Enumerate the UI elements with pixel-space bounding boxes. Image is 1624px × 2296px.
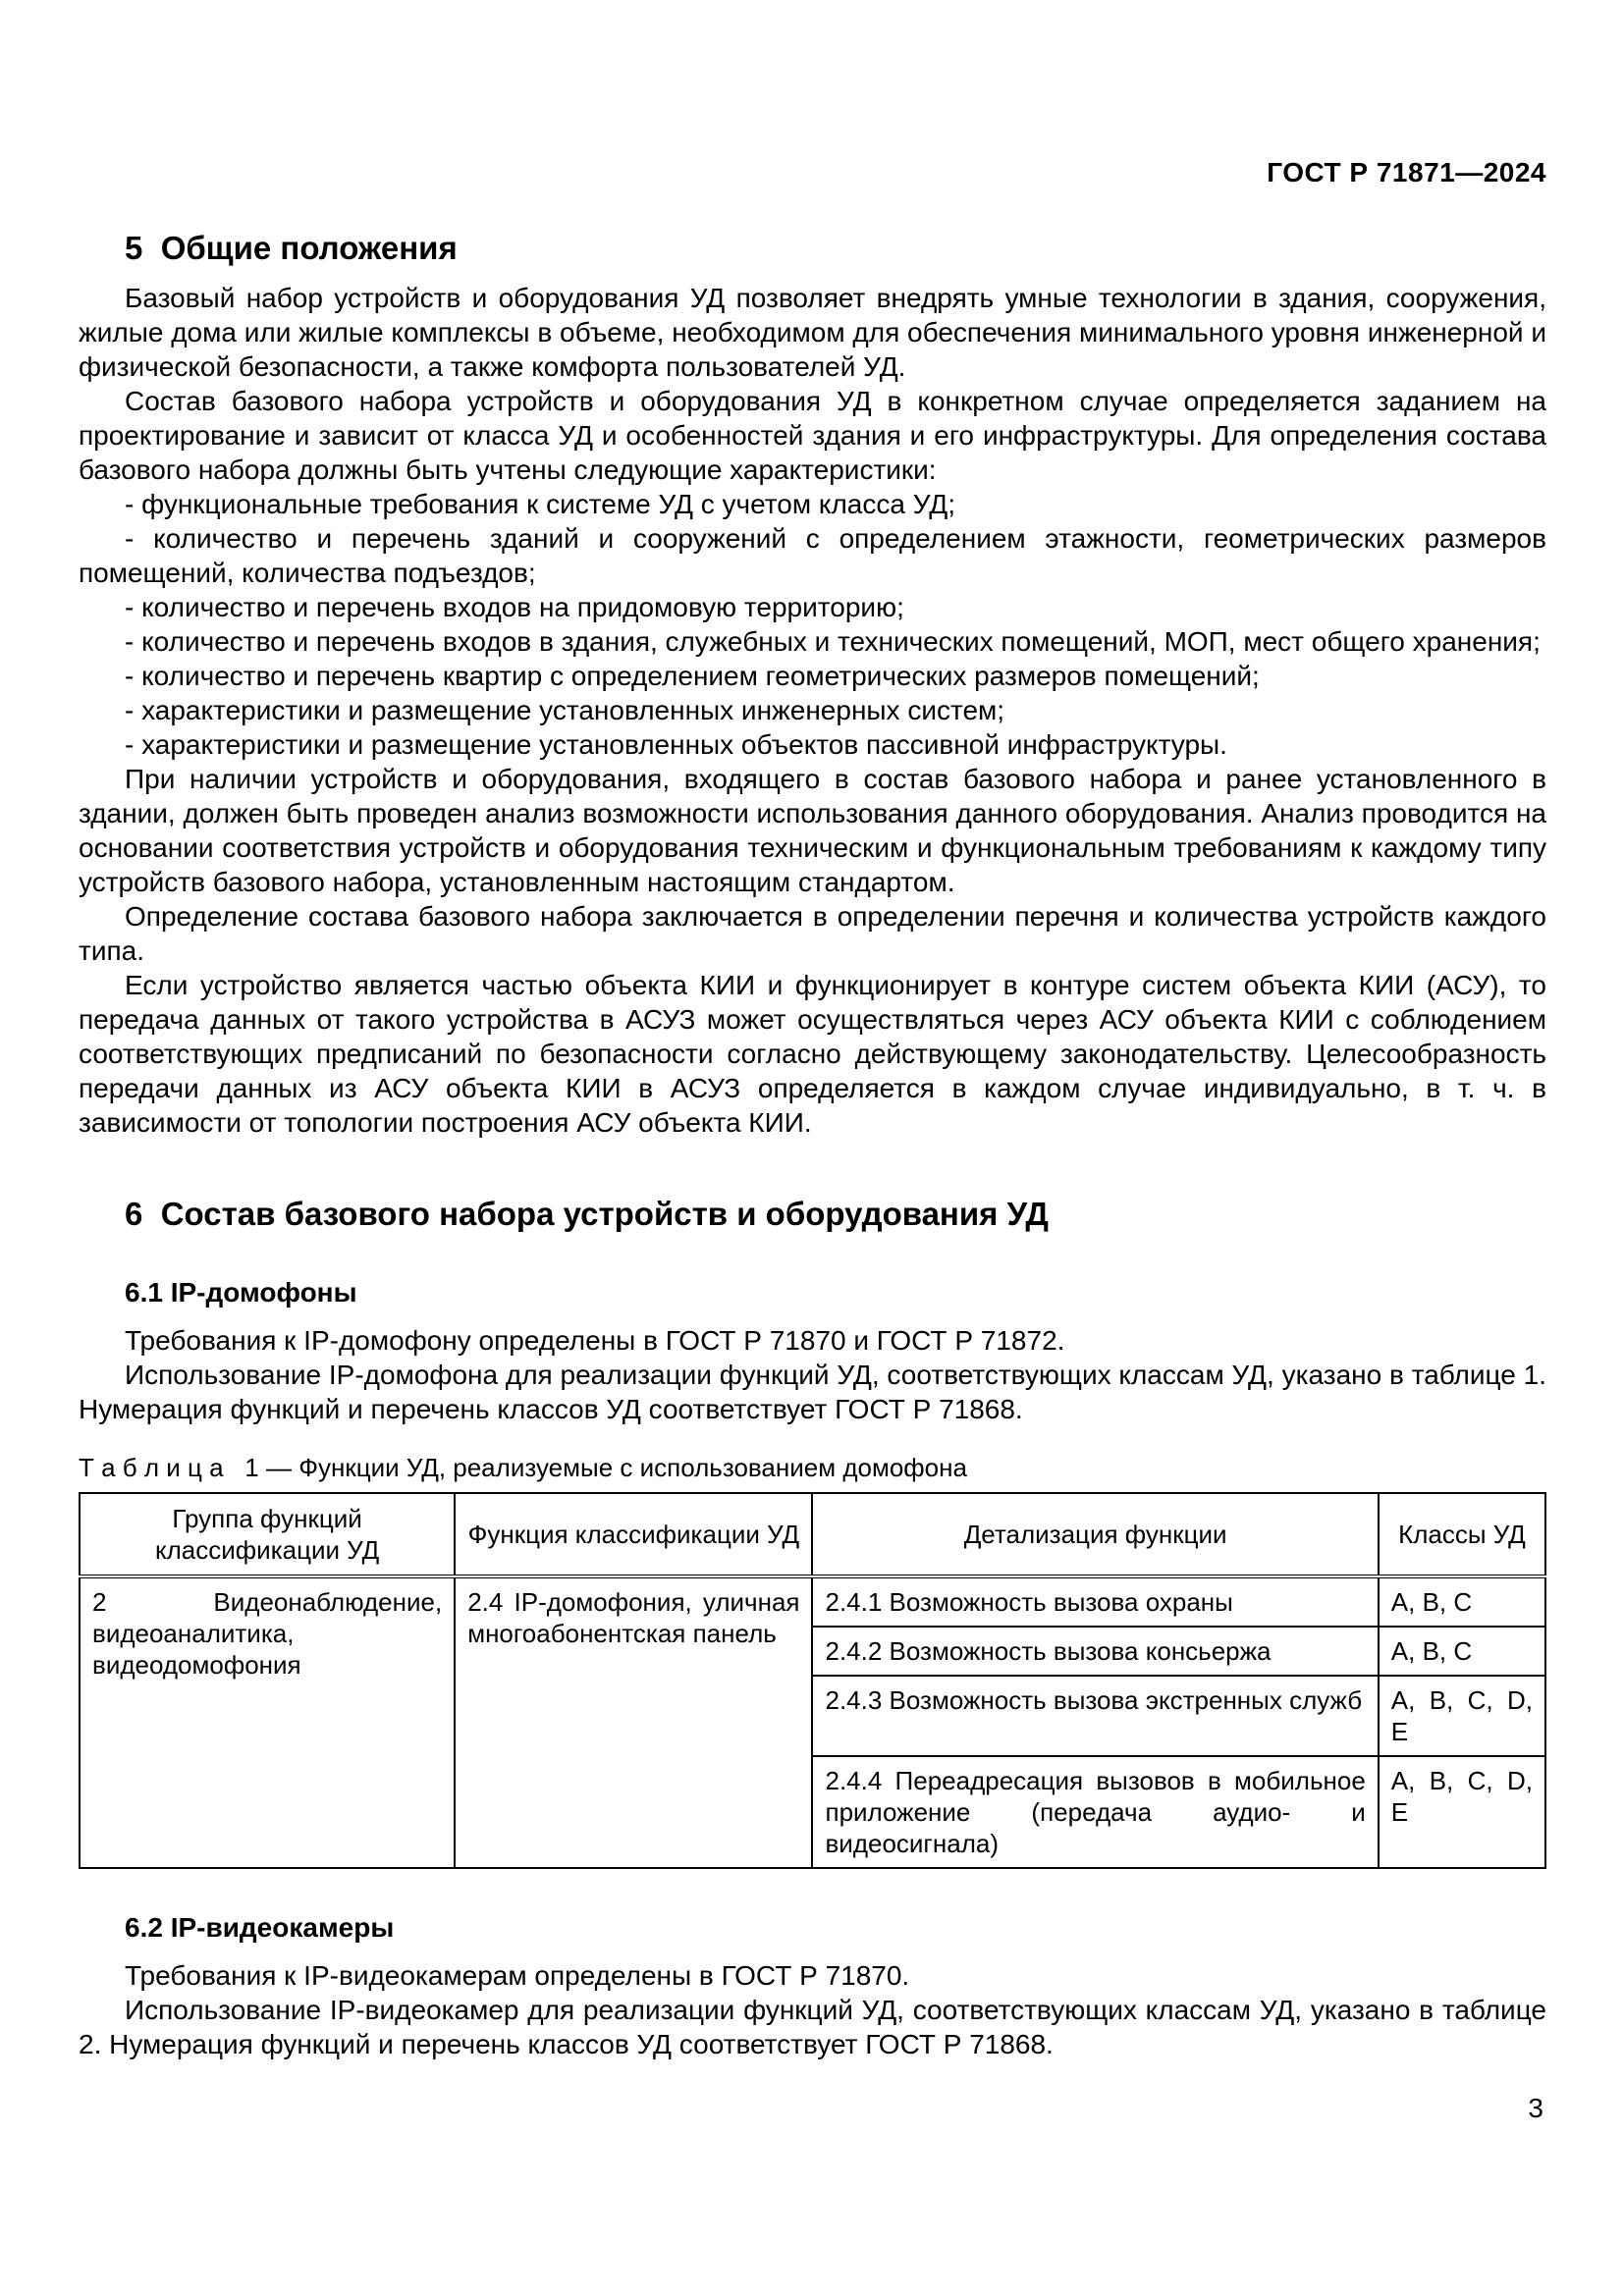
table1-cell-classes-3: А, В, С, D, E [1379,1676,1545,1756]
table-row [80,1576,1545,1627]
table1-cell-detail-3: 2.4.3 Возможность вызова экстренных служб [812,1676,1378,1756]
table1-header-function: Функция классификации УД [455,1493,812,1576]
section6-2-paragraph-1: Требования к IP-видеокамерам определены в ГОСТ Р 71870. [125,1960,910,1991]
table1-cell-classes-1: А, В, С [1379,1576,1545,1627]
table1-header-classes: Классы УД [1379,1493,1545,1576]
requirement-item-5: - количество и перечень квартир с определением геометрических размеров помещений; [125,661,1260,691]
table1-header-group: Группа функций классификации УД [80,1493,455,1576]
section5-paragraph-4: Определение состава базового набора заключается в определении перечня и количества устройств каждого типа. [79,901,1546,966]
page-number: 3 [1528,2093,1543,2123]
section5-paragraph-2: Состав базового набора устройств и оборудования УД в конкретном случае определяется заданием на проектирование и зависит от класса УД и особенностей здания и его инфраструктуры. Для определения состава базового набора должны быть учтены следующие характеристики: [79,386,1546,485]
section-6-heading: 6 Состав базового набора устройств и оборудования УД [125,1196,1049,1232]
table-1-header-row [80,1493,1545,1576]
requirement-item-6: - характеристики и размещение установленных инженерных систем; [125,695,1005,725]
table1-cell-detail-4: 2.4.4 Переадресация вызовов в мобильное приложение (передача аудио- и видеосигнала) [812,1756,1378,1868]
section6-1-paragraph-1: Требования к IP-домофону определены в ГОСТ Р 71870 и ГОСТ Р 71872. [125,1325,1065,1356]
table-1-caption: Т а б л и ц а 1 — Функции УД, реализуемые с использованием домофона [79,1453,967,1482]
section6-1-paragraph-2: Использование IP-домофона для реализации функций УД, соответствующих классам УД, указано в таблице 1. Нумерация функций и перечень классов УД соответствует ГОСТ Р 71868. [79,1360,1546,1424]
section6-2-paragraph-2: Использование IP-видеокамер для реализации функций УД, соответствующих классам УД, указано в таблице 2. Нумерация функций и перечень классов УД соответствует ГОСТ Р 71868. [79,1995,1546,2059]
table1-cell-function: 2.4 IP-домофония, уличная многоабонентская панель [455,1576,812,1868]
document-code: ГОСТ Р 71871—2024 [1267,157,1546,187]
requirement-item-4: - количество и перечень входов в здания, служебных и технических помещений, МОП, мест общего хранения; [125,626,1541,657]
requirement-item-7: - характеристики и размещение установленных объектов пассивной инфраструктуры. [125,729,1227,760]
table1-cell-detail-2: 2.4.2 Возможность вызова консьержа [812,1627,1378,1676]
table1-cell-detail-1: 2.4.1 Возможность вызова охраны [812,1576,1378,1627]
section-6-2-heading: 6.2 IP-видеокамеры [125,1912,395,1943]
section5-paragraph-5: Если устройство является частью объекта КИИ и функционирует в контуре систем объекта КИИ (АСУ), то передача данных от такого устройства в АСУЗ может осуществляться через АСУ объекта КИИ с соблюдением соответствующих предписаний по безопасности согласно действующему законодательству. Целесообразность передачи данных из АСУ объекта КИИ в АСУЗ определяется в каждом случае индивидуально, в т. ч. в зависимости от топологии построения АСУ объекта КИИ. [79,970,1546,1138]
requirement-item-2: - количество и перечень зданий и сооружений с определением этажности, геометрических размеров помещений, количества подъездов; [79,523,1546,588]
table1-header-detail: Детализация функции [812,1493,1378,1576]
table1-cell-classes-2: А, В, С [1379,1627,1545,1676]
requirement-item-1: - функциональные требования к системе УД с учетом класса УД; [125,489,955,519]
table-1 [79,1492,1546,1869]
section5-paragraph-1: Базовый набор устройств и оборудования УД позволяет внедрять умные технологии в здания, сооружения, жилые дома или жилые комплексы в объеме, необходимом для обеспечения минимального уровня инженерной и физической безопасности, а также комфорта пользователей УД. [79,283,1546,382]
table1-cell-classes-4: А, В, С, D, E [1379,1756,1545,1868]
section-5-heading: 5 Общие положения [125,230,458,266]
section5-paragraph-3: При наличии устройств и оборудования, входящего в состав базового набора и ранее установленного в здании, должен быть проведен анализ возможности использования данного оборудования. Анализ проводится на основании соответствия устройств и оборудования техническим и функциональным требованиям к каждому типу устройств базового набора, установленным настоящим стандартом. [79,764,1546,897]
requirement-item-3: - количество и перечень входов на придомовую территорию; [125,592,904,622]
table1-cell-group: 2 Видеонаблюдение, видеоаналитика, видеодомофония [80,1576,455,1868]
section-6-1-heading: 6.1 IP-домофоны [125,1277,357,1308]
